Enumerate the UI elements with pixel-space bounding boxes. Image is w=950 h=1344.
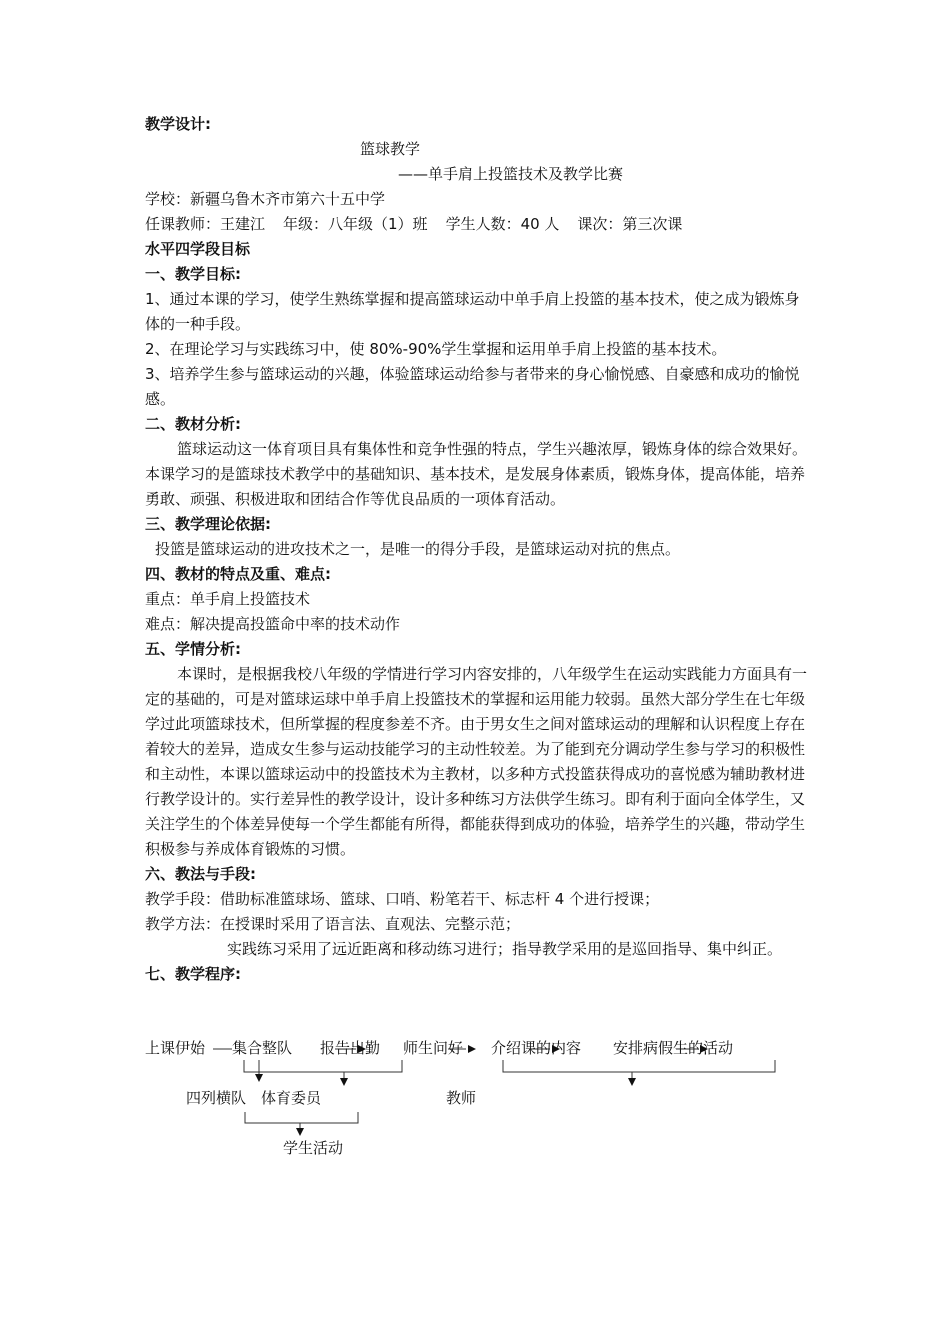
flow-node: 师生问好 (403, 1039, 464, 1057)
section-title: 二、教材分析: (145, 415, 241, 433)
flow-node: 教师 (446, 1089, 477, 1107)
flow-node: 学生活动 (283, 1139, 344, 1157)
section-title: 六、教法与手段: (145, 865, 256, 883)
paragraph: 投篮是篮球运动的进攻技术之一，是唯一的得分手段，是篮球运动对抗的焦点。 (155, 540, 681, 558)
document-body (145, 112, 810, 987)
level-goal: 水平四学段目标 (145, 240, 251, 258)
flow-node: 集合整队 (232, 1039, 293, 1057)
teaching-means: 教学手段：借助标准篮球场、篮球、口哨、粉笔若干、标志杆 4 个进行授课； (145, 890, 660, 908)
section-title: 五、学情分析: (145, 640, 241, 658)
paragraph: 篮球运动这一体育项目具有集体性和竞争性强的特点，学生兴趣浓厚，锻炼身体的综合效果好。本课学习的是篮球技术教学中的基础知识、基本技术，是发展身体素质，锻炼身体，提高体能，培养勇敢、顽强、积极进取和团结合作等优良品质的一项体育活动。 (145, 440, 808, 508)
design-label: 教学设计: (145, 115, 211, 133)
paragraph: 本课时，是根据我校八年级的学情进行学习内容安排的，八年级学生在运动实践能力方面具有一定的基础的，可是对篮球运球中单手肩上投篮技术的掌握和运用能力较弱。虽然大部分学生在七年级学过此项篮球技术，但所掌握的程度参差不齐。由于男女生之间对篮球运动的理解和认识程度上存在着较大的差异，造成女生参与运动技能学习的主动性较差。为了能到充分调动学生参与学习的积极性和主动性，本课以篮球运动中的投篮技术为主教材，以多种方式投篮获得成功的喜悦感为辅助教材进行教学设计的。实行差异性的教学设计，设计多种练习方法供学生练习。即有利于面向全体学生，又关注学生的个体差异使每一个学生都能有所得，都能获得到成功的体验，培养学生的兴趣，带动学生积极参与养成体育锻炼的习惯。 (145, 665, 808, 858)
procedure-flowchart (0, 1030, 950, 1170)
flow-node: 报告出勤 (320, 1039, 381, 1057)
flow-node: 四列横队 (186, 1089, 247, 1107)
teaching-method: 教学方法：在授课时采用了语言法、直观法、完整示范； (145, 915, 521, 933)
grade-info: 年级：八年级（1）班 (283, 215, 428, 233)
page-title: 篮球教学 (360, 140, 421, 158)
section-title: 七、教学程序: (145, 965, 241, 983)
flow-node: 介绍课的内容 (491, 1039, 582, 1057)
flow-node: 体育委员 (261, 1089, 322, 1107)
section-title: 三、教学理论依据: (145, 515, 271, 533)
teaching-method-cont: 实践练习采用了远近距离和移动练习进行；指导教学采用的是巡回指导、集中纠正。 (227, 940, 783, 958)
difficult-point: 难点：解决提高投篮命中率的技术动作 (145, 615, 401, 633)
class-info (145, 212, 810, 237)
school-info: 学校：新疆乌鲁木齐市第六十五中学 (145, 190, 386, 208)
lesson-info: 课次：第三次课 (577, 215, 683, 233)
flow-node: 安排病假生的活动 (613, 1039, 734, 1057)
paragraph: 2、在理论学习与实践练习中，使 80%-90%学生掌握和运用单手肩上投篮的基本技术。 (145, 340, 727, 358)
page-subtitle: ——单手肩上投篮技术及教学比赛 (398, 165, 624, 183)
section-title: 四、教材的特点及重、难点: (145, 565, 331, 583)
key-point: 重点：单手肩上投篮技术 (145, 590, 311, 608)
paragraph: 3、培养学生参与篮球运动的兴趣，体验篮球运动给参与者带来的身心愉悦感、自豪感和成功的愉悦感。 (145, 365, 800, 408)
students-info: 学生人数：40 人 (445, 215, 560, 233)
paragraph: 1、通过本课的学习，使学生熟练掌握和提高篮球运动中单手肩上投篮的基本技术，使之成为锻炼身体的一种手段。 (145, 290, 800, 333)
flow-start: 上课伊始 (145, 1039, 206, 1057)
section-title: 一、教学目标: (145, 265, 241, 283)
teacher-info: 任课教师：王建江 (145, 215, 266, 233)
